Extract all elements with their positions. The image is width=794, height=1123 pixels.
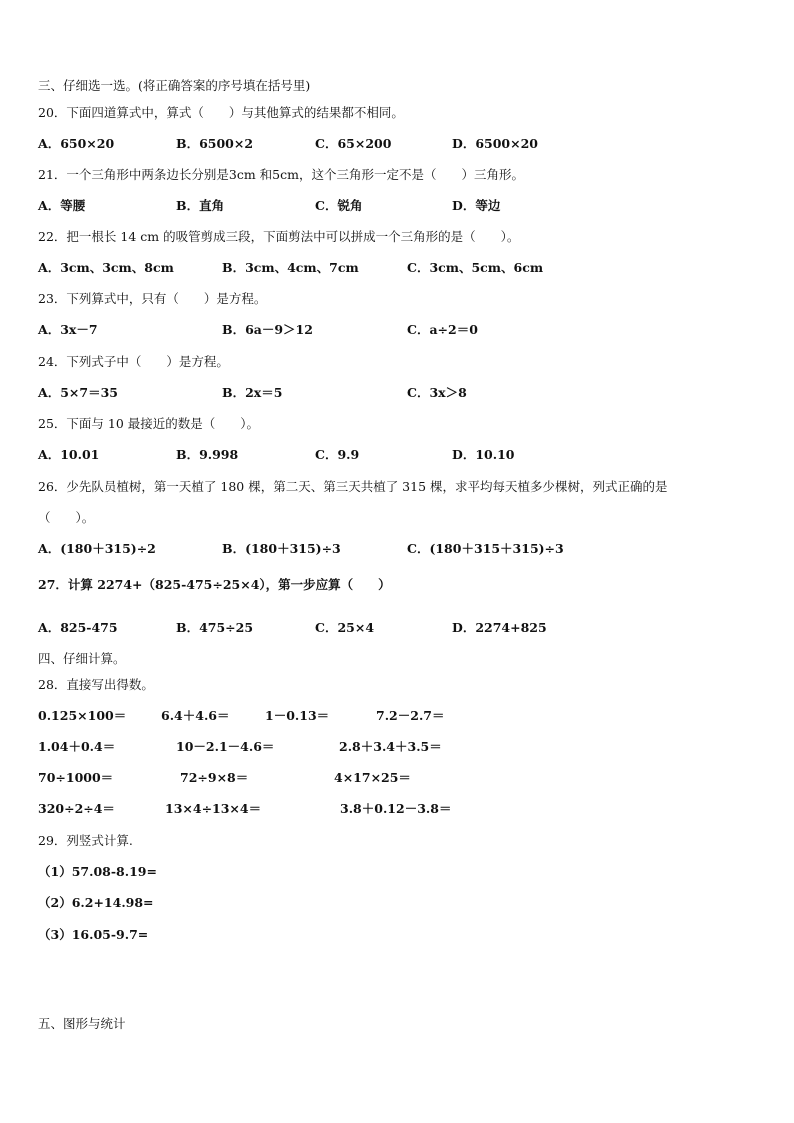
q27-option-d: D．2274+825	[452, 620, 547, 635]
q25-option-c: C．9.9	[315, 447, 360, 462]
q22-option-c: C．3cm、5cm、6cm	[407, 260, 544, 275]
question-22: 22．把一根长 14 cm 的吸管剪成三段，下面剪法中可以拼成一个三角形的是（ ）。	[38, 229, 520, 244]
q21-option-c: C．锐角	[315, 198, 363, 213]
q24-option-a: A．5×7＝35	[38, 385, 118, 400]
question-27: 27．计算 2274+（825-475÷25×4），第一步应算（ ）	[38, 577, 391, 592]
calc-r1-c2: 6.4＋4.6＝	[161, 708, 230, 723]
q23-option-c: C．a÷2＝0	[407, 322, 478, 337]
section-5-heading: 五、图形与统计	[38, 1016, 126, 1031]
q26-option-c: C．(180＋315＋315)÷3	[407, 541, 564, 556]
calc-r4-c2: 13×4÷13×4＝	[165, 801, 262, 816]
q21-option-a: A．等腰	[38, 198, 86, 213]
question-26-blank: （ ）。	[38, 510, 95, 525]
q25-option-b: B．9.998	[176, 447, 239, 462]
q20-option-d: D．6500×20	[452, 136, 538, 151]
q22-option-a: A．3cm、3cm、8cm	[38, 260, 174, 275]
question-25: 25．下面与 10 最接近的数是（ ）。	[38, 416, 260, 431]
question-28: 28．直接写出得数。	[38, 677, 154, 692]
question-29: 29．列竖式计算.	[38, 833, 133, 848]
calc-r3-c2: 72÷9×8＝	[180, 770, 249, 785]
calc-r3-c1: 70÷1000＝	[38, 770, 114, 785]
q23-option-b: B．6a－9＞12	[222, 322, 313, 337]
calc-r4-c3: 3.8＋0.12－3.8＝	[340, 801, 452, 816]
calc-r2-c1: 1.04＋0.4＝	[38, 739, 116, 754]
calc-r4-c1: 320÷2÷4＝	[38, 801, 115, 816]
q20-option-a: A．650×20	[38, 136, 115, 151]
q24-option-c: C．3x＞8	[407, 385, 467, 400]
q26-option-a: A．(180＋315)÷2	[38, 541, 156, 556]
q29-item-3: （3）16.05-9.7=	[38, 927, 149, 942]
question-21: 21．一个三角形中两条边长分别是3cm 和5cm，这个三角形一定不是（ ）三角形。	[38, 167, 524, 182]
q20-option-c: C．65×200	[315, 136, 392, 151]
q29-item-1: （1）57.08-8.19=	[38, 864, 157, 879]
section-3-heading: 三、仔细选一选。(将正确答案的序号填在括号里)	[38, 78, 311, 93]
q27-option-a: A．825-475	[38, 620, 118, 635]
calc-r2-c3: 2.8＋3.4＋3.5＝	[339, 739, 442, 754]
q26-option-b: B．(180＋315)÷3	[222, 541, 341, 556]
question-24: 24．下列式子中（ ）是方程。	[38, 354, 229, 369]
question-20: 20．下面四道算式中，算式（ ）与其他算式的结果都不相同。	[38, 105, 404, 120]
q27-option-c: C．25×4	[315, 620, 375, 635]
calc-r1-c4: 7.2－2.7＝	[376, 708, 445, 723]
q20-option-b: B．6500×2	[176, 136, 254, 151]
q29-item-2: （2）6.2+14.98=	[38, 895, 154, 910]
q27-option-b: B．475÷25	[176, 620, 254, 635]
question-26: 26．少先队员植树，第一天植了 180 棵，第二天、第三天共植了 315 棵，求平均每天植多少棵树，列式正确的是	[38, 479, 668, 494]
calc-r1-c1: 0.125×100＝	[38, 708, 127, 723]
q23-option-a: A．3x－7	[38, 322, 98, 337]
calc-r1-c3: 1－0.13＝	[265, 708, 330, 723]
q21-option-d: D．等边	[452, 198, 501, 213]
q22-option-b: B．3cm、4cm、7cm	[222, 260, 359, 275]
calc-r3-c3: 4×17×25＝	[334, 770, 411, 785]
calc-r2-c2: 10－2.1－4.6＝	[176, 739, 275, 754]
q24-option-b: B．2x＝5	[222, 385, 283, 400]
q21-option-b: B．直角	[176, 198, 225, 213]
section-4-heading: 四、仔细计算。	[38, 651, 126, 666]
question-23: 23．下列算式中，只有（ ）是方程。	[38, 291, 267, 306]
q25-option-d: D．10.10	[452, 447, 515, 462]
q25-option-a: A．10.01	[38, 447, 100, 462]
